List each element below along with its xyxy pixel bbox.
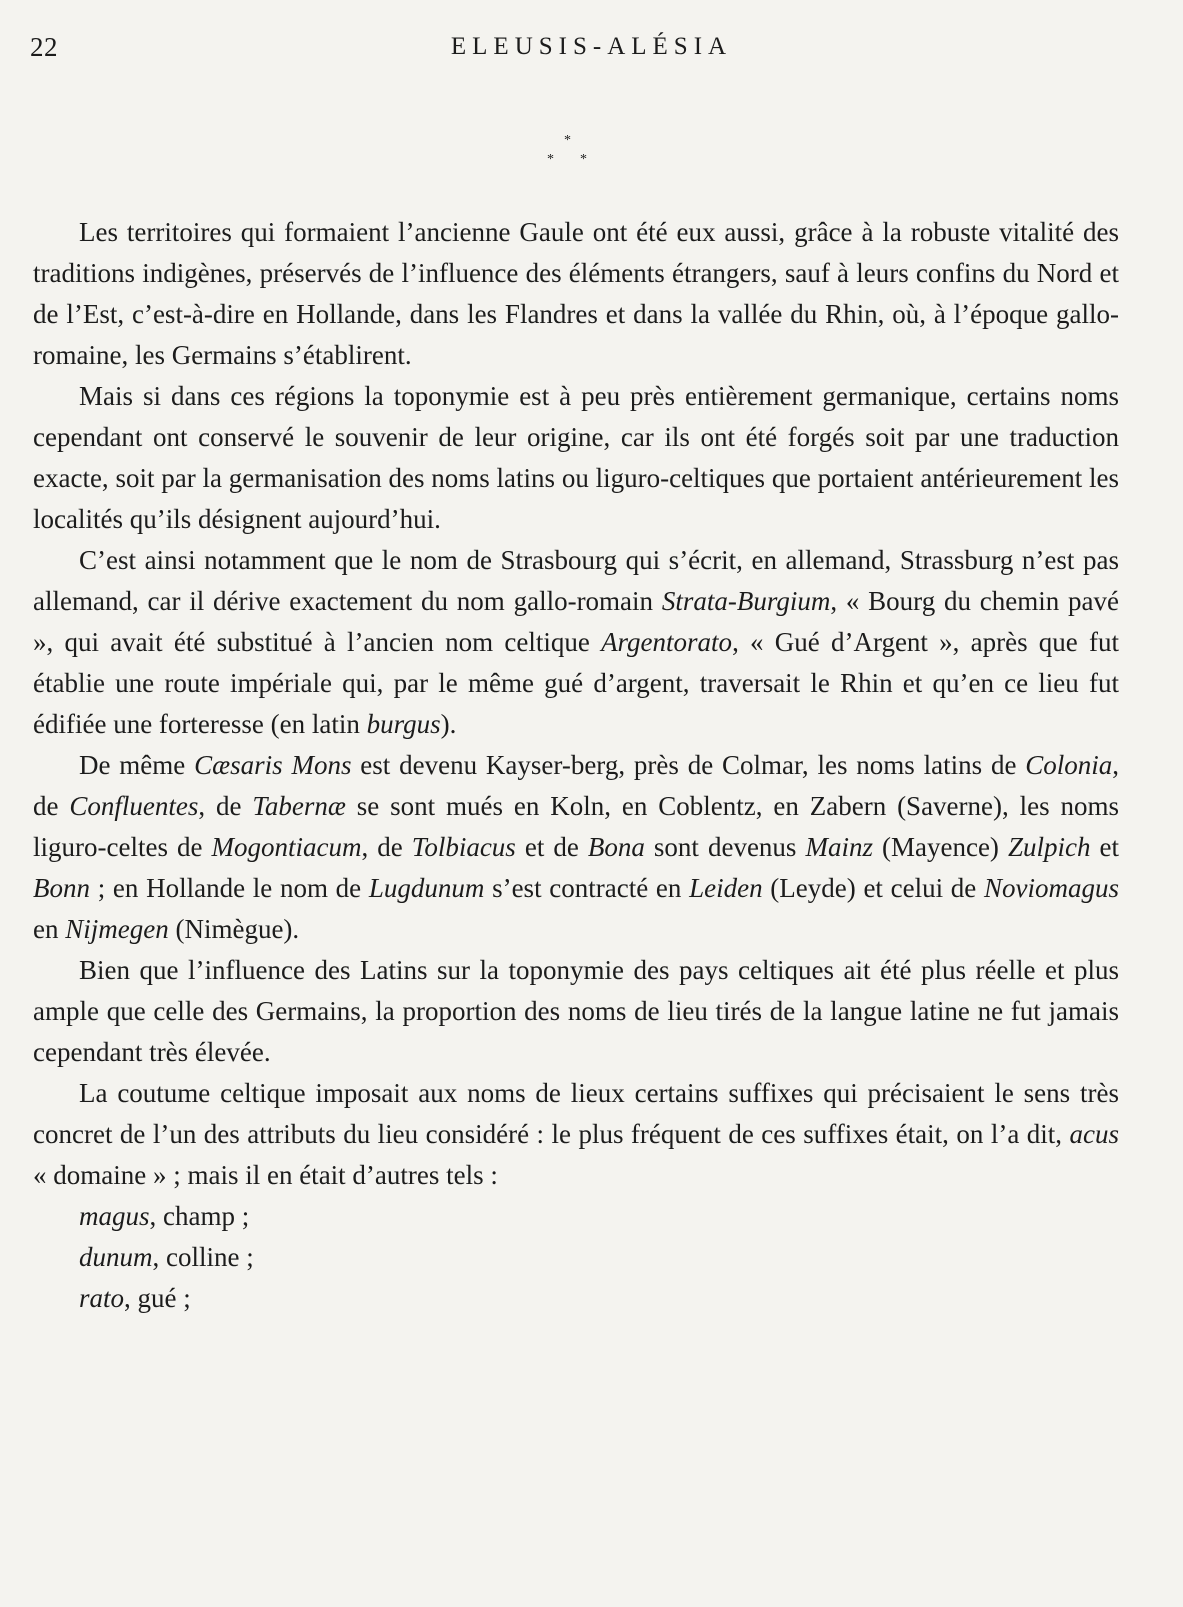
asterism-ornament — [526, 126, 606, 174]
running-title: ELEUSIS-ALÉSIA — [450, 33, 733, 60]
paragraph: Bien que l’influence des Latins sur la toponymie des pays celtiques ait été plus réelle et plus ample que celle des Germains, la proportion des noms de lieu tirés de la langue latine ne fut jamais cependant très élevée. — [33, 955, 1119, 1067]
page-number: 22 — [30, 32, 58, 62]
paragraph: La coutume celtique imposait aux noms de lieux certains suffixes qui précisaient le sens très concret de l’un des attributs du lieu considéré : le plus fréquent de ces suffixes était, on l’a dit, acus « domaine » ; mais il en était d’autres tels : — [33, 1078, 1119, 1190]
paragraph: C’est ainsi notamment que le nom de Strasbourg qui s’écrit, en allemand, Strassburg n’est pas allemand, car il dérive exactement du nom gallo-romain Strata-Burgium, « Bourg du chemin pavé », qui avait été substitué à l’ancien nom celtique Argentorato, « Gué d’Argent », après que fut établie une route impériale qui, par le même gué d’argent, traversait le Rhin et qu’en ce lieu fut édifiée une forteresse (en latin burgus). — [33, 545, 1119, 739]
list-item: dunum, colline ; — [79, 1242, 254, 1272]
star-icon: * — [547, 152, 554, 167]
star-icon: * — [564, 133, 571, 148]
body-text — [33, 212, 1119, 1319]
paragraph: Les territoires qui formaient l’ancienne Gaule ont été eux aussi, grâce à la robuste vitalité des traditions indigènes, préservés de l’influence des éléments étrangers, sauf à leurs confins du Nord et de l’Est, c’est-à-dire en Hollande, dans les Flandres et dans la vallée du Rhin, où, à l’époque gallo-romaine, les Germains s’établirent. — [33, 217, 1119, 370]
suffix-list — [33, 1196, 1119, 1319]
list-item: rato, gué ; — [79, 1283, 191, 1313]
paragraph: Mais si dans ces régions la toponymie est à peu près entièrement germanique, certains noms cependant ont conservé le souvenir de leur origine, car ils ont été forgés soit par une traduction exacte, soit par la germanisation des noms latins ou liguro-celtiques que portaient antérieurement les localités qu’ils désignent aujourd’hui. — [33, 381, 1119, 534]
paragraph: De même Cæsaris Mons est devenu Kayser-berg, près de Colmar, les noms latins de Colonia, de Confluentes, de Tabernæ se sont mués en Koln, en Coblentz, en Zabern (Saverne), les noms liguro-celtes de Mogontiacum, de Tolbiacus et de Bona sont devenus Mainz (Mayence) Zulpich et Bonn ; en Hollande le nom de Lugdunum s’est contracté en Leiden (Leyde) et celui de Noviomagus en Nijmegen (Nimègue). — [33, 750, 1120, 944]
list-item: magus, champ ; — [79, 1201, 250, 1231]
star-icon: * — [580, 152, 587, 167]
